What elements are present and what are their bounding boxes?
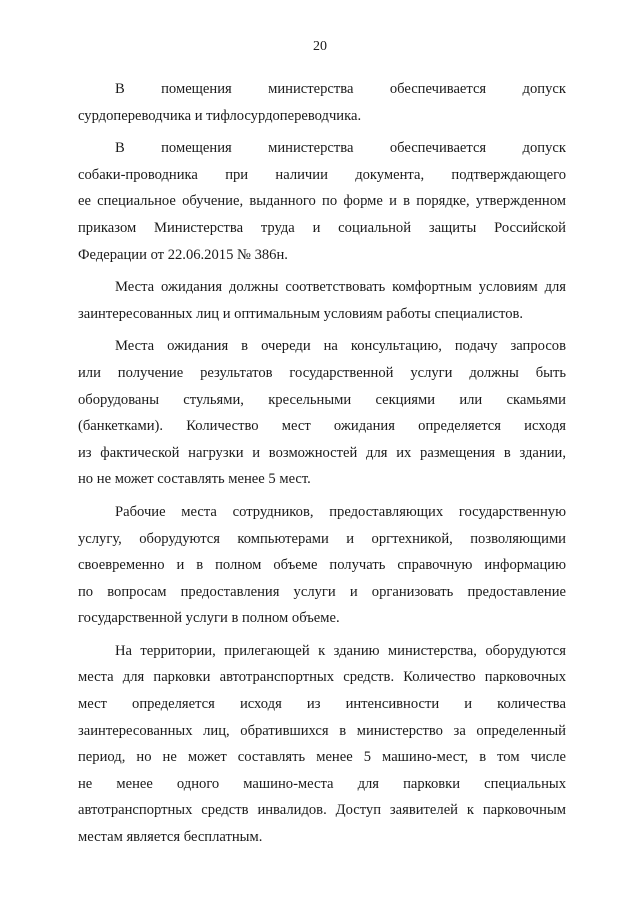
text-line: по вопросам предоставления услуги и организовать предоставление [78,583,566,600]
word: обеспечивается [389,140,487,157]
word: парковки [403,775,461,792]
text-line [78,413,566,440]
text-line: из фактической нагрузки и возможностей для их размещения в здании, [78,444,566,461]
word: или [459,391,483,408]
paragraph [78,638,566,851]
paragraph [78,76,566,129]
word: и [464,696,473,713]
text-line [78,76,566,103]
word: документа, [355,166,425,183]
word: помещения [161,81,232,97]
word: скамьями [506,391,566,408]
text-line [78,771,566,798]
word: обеспечивается [389,81,487,97]
text-line: но не может составлять менее 5 мест. [78,471,311,488]
text-line: Места ожидания в очереди на консультацию, подачу запросов [115,338,566,355]
word: секциями [375,391,436,408]
word: исходя [524,418,566,435]
text-line: заинтересованных лиц, обратившихся в министерство за определенный [78,722,566,739]
text-line: государственной услуги в полном объеме. [78,610,340,627]
text-line: На территории, прилегающей к зданию министерства, оборудуются [115,642,566,659]
word: В [115,81,125,97]
text-line: местам является бесплатным. [78,829,263,846]
text-line: Места ожидания должны соответствовать комфортным условиям для [115,279,566,296]
word: стульями, [183,391,244,408]
text-line [78,691,566,718]
paragraph [78,135,566,268]
word: мест [281,418,311,435]
text-line: заинтересованных лиц и оптимальным условиям работы специалистов. [78,305,524,322]
word: количества [497,696,566,713]
text-line: ее специальное обучение, выданного по форме и в порядке, утвержденном [78,193,566,210]
word: при [225,166,249,183]
paragraph [78,499,566,632]
word: наличии [275,166,328,183]
word: допуск [522,140,566,157]
word: помещения [161,140,232,157]
word: одного [176,775,220,792]
word: допуск [522,81,566,97]
text-line: сурдопереводчика и тифлосурдопереводчика. [78,107,362,124]
text-line [78,387,566,414]
word: не [78,775,93,792]
word: менее [116,775,153,792]
word: министерства [268,140,354,157]
word: Количество [186,418,259,435]
word: исходя [239,696,282,713]
text-line [78,135,566,162]
word: для [357,775,379,792]
text-line: услугу, оборудуются компьютерами и оргтехникой, позволяющими [78,530,566,547]
text-line [78,162,566,189]
word: оборудованы [78,391,160,408]
word: определяется [132,696,215,713]
word: интенсивности [345,696,440,713]
word: собаки-проводника [78,166,198,183]
text-line: места для парковки автотранспортных средств. Количество парковочных [78,669,566,686]
paragraph [78,274,566,327]
text-line: автотранспортных средств инвалидов. Доступ заявителей к парковочным [78,802,566,819]
word: В [115,140,125,157]
text-line: Федерации от 22.06.2015 № 386н. [78,246,288,263]
text-line: Рабочие места сотрудников, предоставляющих государственную [115,503,566,520]
document-body [78,76,566,851]
word: (банкетками). [78,418,164,435]
word: подтверждающего [451,166,566,183]
text-line: период, но не может составлять менее 5 машино-мест, в том числе [78,749,566,766]
word: ожидания [333,418,395,435]
text-line: приказом Министерства труда и социальной защиты Российской [78,219,566,236]
text-line: своевременно и в полном объеме получать справочную информацию [78,557,566,574]
word: мест [78,696,107,713]
word: из [306,696,321,713]
page-number: 20 [313,39,327,54]
word: специальных [484,775,566,792]
word: министерства [268,81,354,97]
word: кресельными [268,391,352,408]
paragraph [78,333,566,493]
word: определяется [418,418,501,435]
text-line: или получение результатов государственной услуги должны быть [78,364,566,381]
word: машино-места [243,775,334,792]
